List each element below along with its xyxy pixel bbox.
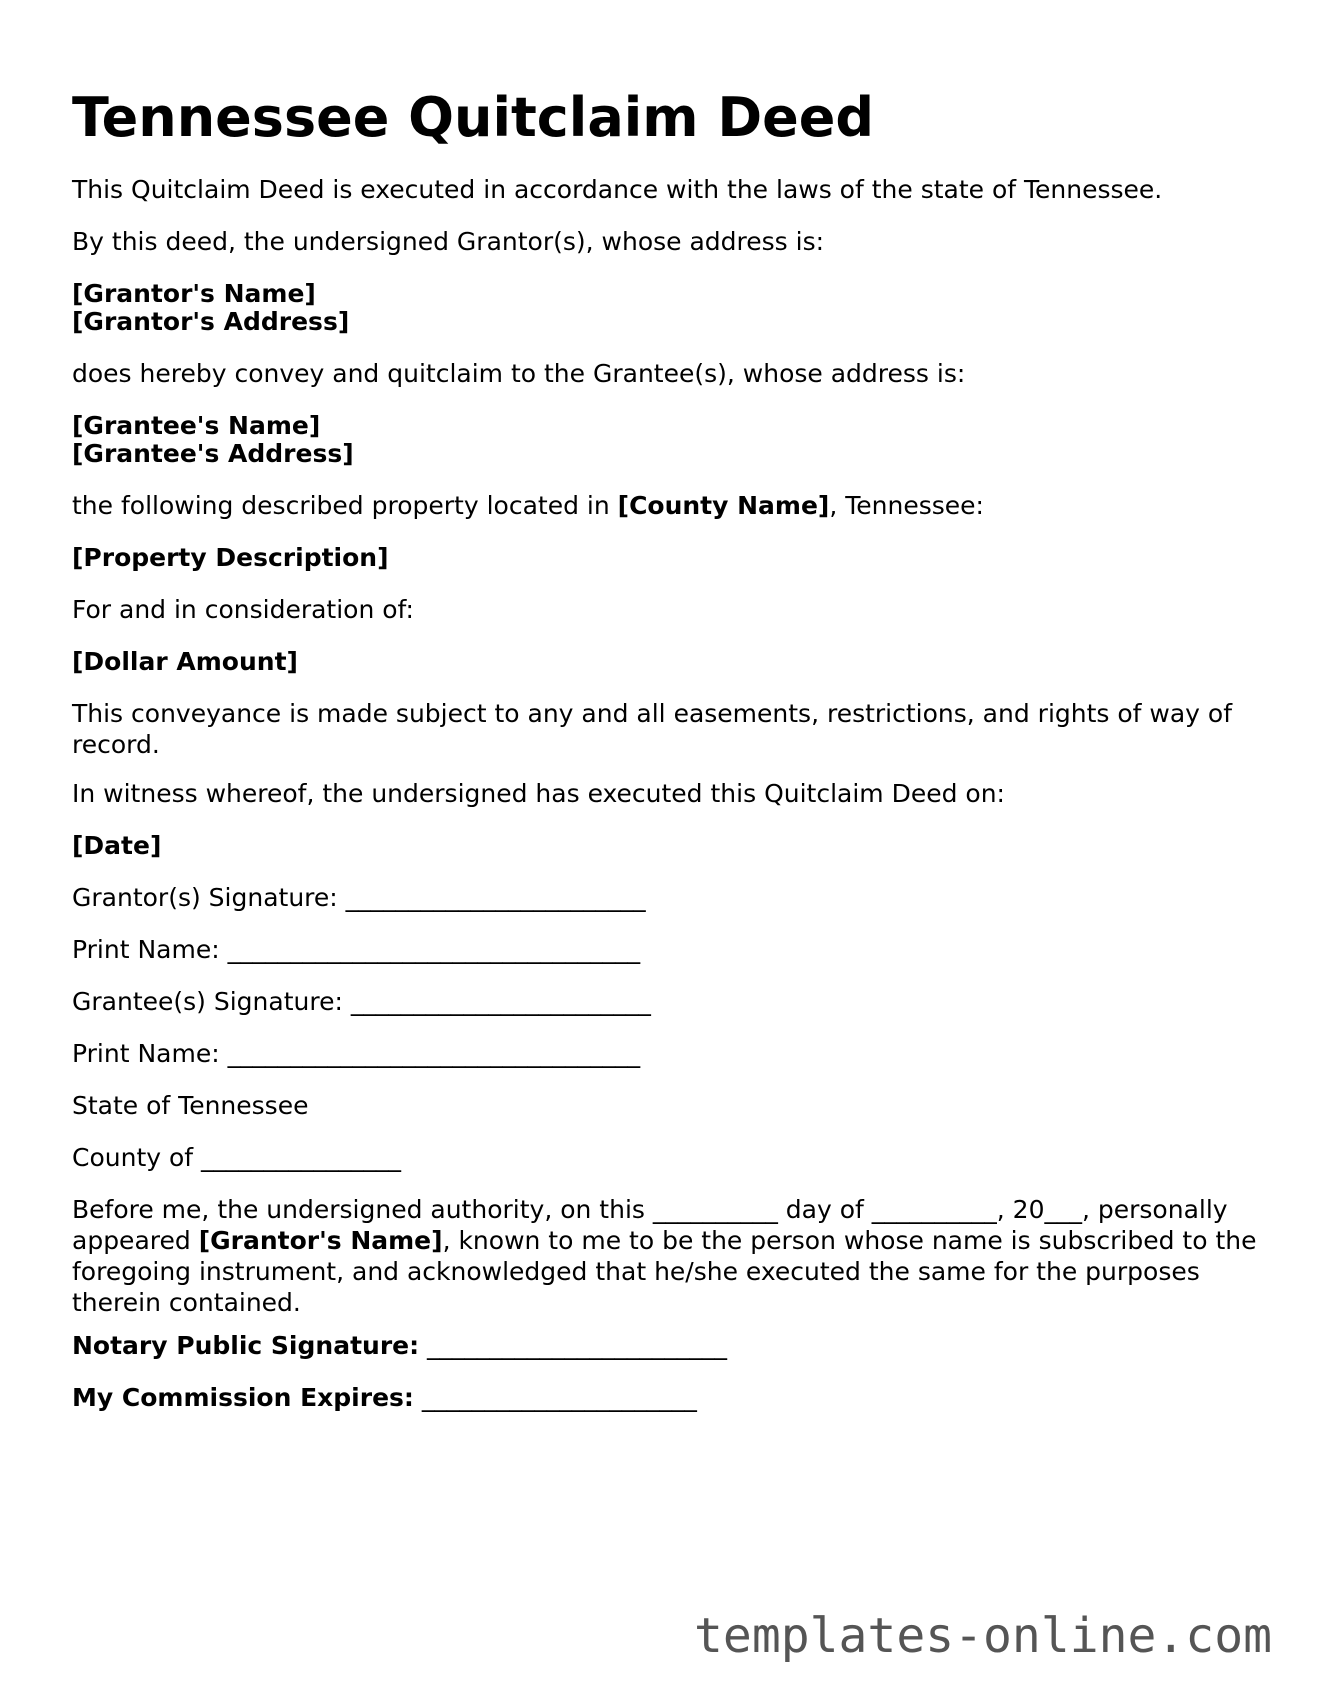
grantee-print-name-line[interactable]: Print Name: _________________________________ — [72, 1039, 641, 1068]
notary-state-text: State of Tennessee — [72, 1091, 309, 1120]
grantee-name-placeholder: [Grantee's Name] — [72, 411, 321, 440]
consideration-lead-text: For and in consideration of: — [72, 595, 414, 624]
property-location-text: the following described property located in [County Name], Tennessee: — [72, 491, 984, 520]
witness-lead-text: In witness whereof, the undersigned has executed this Quitclaim Deed on: — [72, 779, 1005, 808]
conveyance-terms-text: This conveyance is made subject to any and all easements, restrictions, and rights of way of record. — [72, 699, 1233, 759]
acknowledgment-text: Before me, the undersigned authority, on this __________ day of __________, 20___, personally appeared [Grantor's Name], known to me to be the person whose name is subscribed to the foregoing instrument, and acknowledged that he/she executed the same for the purposes therein contained. — [72, 1195, 1257, 1317]
grantor-name-placeholder: [Grantor's Name] — [72, 279, 316, 308]
date-placeholder: [Date] — [72, 831, 162, 860]
watermark-text: templates-online.com — [694, 1608, 1272, 1664]
grantor-print-name-line[interactable]: Print Name: _________________________________ — [72, 935, 641, 964]
notary-signature-line[interactable]: Notary Public Signature: ________________________ — [72, 1331, 728, 1360]
grantor-address-placeholder: [Grantor's Address] — [72, 307, 350, 336]
grantee-lead-text: does hereby convey and quitclaim to the Grantee(s), whose address is: — [72, 359, 966, 388]
dollar-amount-placeholder: [Dollar Amount] — [72, 647, 298, 676]
property-description-placeholder: [Property Description] — [72, 543, 389, 572]
grantor-signature-line[interactable]: Grantor(s) Signature: ________________________ — [72, 883, 646, 912]
grantee-address-placeholder: [Grantee's Address] — [72, 439, 354, 468]
acknowledgment-grantor-name: [Grantor's Name] — [198, 1226, 443, 1255]
grantee-signature-line[interactable]: Grantee(s) Signature: ________________________ — [72, 987, 651, 1016]
grantor-lead-text: By this deed, the undersigned Grantor(s), whose address is: — [72, 227, 825, 256]
commission-expires-line[interactable]: My Commission Expires: ______________________ — [72, 1383, 697, 1412]
county-name-placeholder: [County Name] — [617, 491, 830, 520]
notary-county-line[interactable]: County of ________________ — [72, 1143, 402, 1172]
document-title: Tennessee Quitclaim Deed — [72, 86, 875, 149]
intro-text: This Quitclaim Deed is executed in accordance with the laws of the state of Tennessee. — [72, 175, 1163, 204]
